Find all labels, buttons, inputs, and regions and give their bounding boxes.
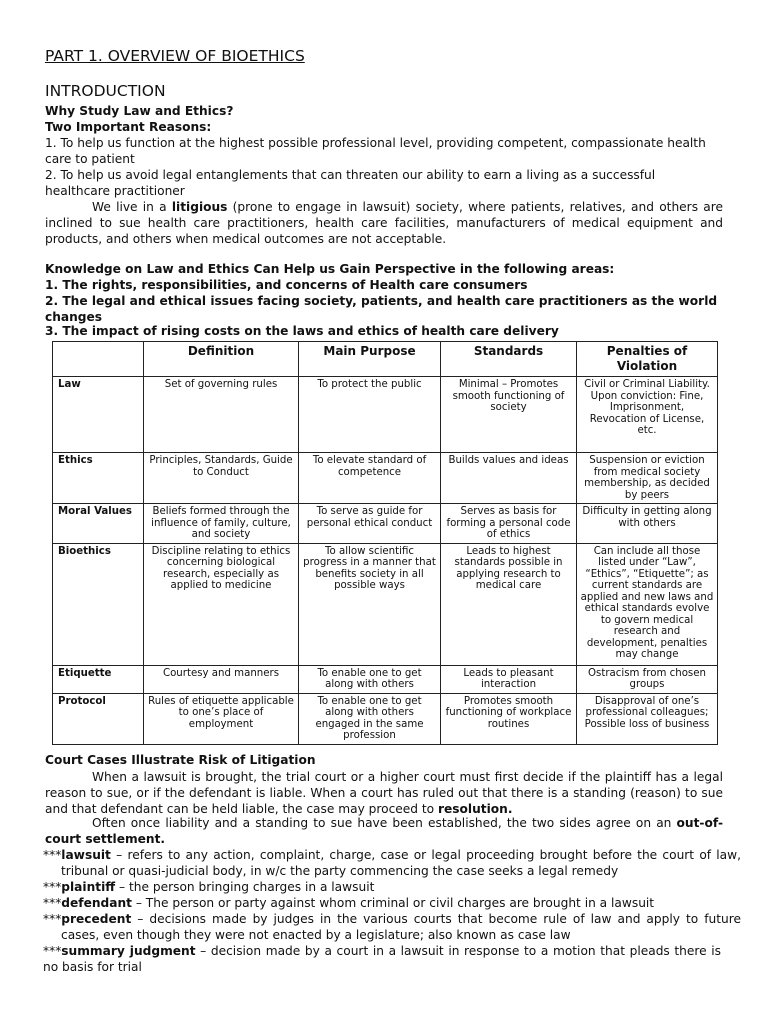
table-row [53,377,718,453]
def-text: – decision made by a court in a lawsuit in response to a motion that pleads there is no basis for trial [43,944,721,974]
header-penalties: Penalties of Violation [577,342,718,377]
definition-summary-judgment [43,943,721,975]
area-2: 2. The legal and ethical issues facing society, patients, and health care practitioners as the world changes [45,294,718,324]
cell-purpose: To enable one to get along with others [299,665,441,693]
cell-standards: Leads to highest standards possible in applying research to medical care [441,543,577,665]
def-term: summary judgment [61,944,196,958]
cell-definition: Principles, Standards, Guide to Conduct [144,453,299,504]
knowledge-title: Knowledge on Law and Ethics Can Help us Gain Perspective in the following areas: [45,262,615,276]
def-term: plaintiff [61,880,116,894]
cell-standards: Minimal – Promotes smooth functioning of society [441,377,577,453]
table-header-row [53,342,718,377]
header-corner [53,342,144,377]
cell-definition: Beliefs formed through the influence of family, culture, and society [144,504,299,544]
cell-purpose: To serve as guide for personal ethical conduct [299,504,441,544]
reason-1-line-2: care to patient [45,152,135,166]
cell-definition: Discipline relating to ethics concerning biological research, especially as applied to medicine [144,543,299,665]
reason-2-line-2: healthcare practitioner [45,184,185,198]
reason-2-line-1: 2. To help us avoid legal entanglements that can threaten our ability to earn a living as a successful [45,168,656,182]
def-stars: *** [43,880,62,894]
cell-penalties: Ostracism from chosen groups [577,665,718,693]
def-text: – refers to any action, complaint, charge, case or legal proceeding brought before the court of law, tribunal or quasi-judicial body, in w/c the party commencing the case seeks a legal remedy [61,848,741,878]
court-p2-text: Often once liability and a standing to sue have been established, the two sides agree on an [92,816,677,830]
table-row [53,504,718,544]
litigious-term: litigious [171,200,228,214]
row-term: Law [53,377,144,453]
page-heading: PART 1. OVERVIEW OF BIOETHICS [45,47,305,65]
header-standards: Standards [441,342,577,377]
row-term: Ethics [53,453,144,504]
cell-penalties: Can include all those listed under “Law”, “Ethics”, “Etiquette”; as current standards are applied and new laws and ethical standards evolve to govern medical research and development, penalties may change [577,543,718,665]
row-term: Moral Values [53,504,144,544]
table-row [53,693,718,744]
area-1: 1. The rights, responsibilities, and concerns of Health care consumers [45,278,528,292]
reasons-title: Two Important Reasons: [45,120,212,134]
header-main-purpose: Main Purpose [299,342,441,377]
definition-precedent [43,911,741,943]
def-stars: *** [43,944,62,958]
def-text: – the person bringing charges in a lawsuit [115,880,375,894]
cell-purpose: To elevate standard of competence [299,453,441,504]
def-term: defendant [61,896,132,910]
cell-definition: Rules of etiquette applicable to one’s place of employment [144,693,299,744]
cell-penalties: Suspension or eviction from medical society membership, as decided by peers [577,453,718,504]
def-text: – The person or party against whom criminal or civil charges are brought in a lawsuit [131,896,655,910]
litigious-post: (prone to engage in lawsuit) society, where patients, relatives, and others are inclined to sue health care practitioners, health care facilities, manufacturers of medical equipment and products, and others when medical outcomes are not acceptable. [45,200,723,246]
court-p1-term: resolution. [438,802,513,816]
definition-defendant [43,895,741,911]
table-row [53,453,718,504]
def-term: lawsuit [61,848,111,862]
def-term: precedent [61,912,132,926]
table-row [53,665,718,693]
court-paragraph-1 [45,769,723,817]
court-p2-term: out-of-court settlement. [45,816,723,846]
def-stars: *** [43,912,62,926]
reason-1-line-1: 1. To help us function at the highest possible professional level, providing competent, compassionate health [45,136,706,150]
section-title: INTRODUCTION [45,82,166,100]
cell-purpose: To protect the public [299,377,441,453]
cell-definition: Courtesy and manners [144,665,299,693]
cell-definition: Set of governing rules [144,377,299,453]
litigious-pre: We live in a [92,200,172,214]
table-row [53,543,718,665]
row-term: Bioethics [53,543,144,665]
row-term: Protocol [53,693,144,744]
area-3: 3. The impact of rising costs on the laws and ethics of health care delivery [45,324,559,338]
cell-standards: Serves as basis for forming a personal code of ethics [441,504,577,544]
why-title: Why Study Law and Ethics? [45,104,234,118]
cell-purpose: To allow scientific progress in a manner that benefits society in all possible ways [299,543,441,665]
cell-purpose: To enable one to get along with others engaged in the same profession [299,693,441,744]
cell-standards: Leads to pleasant interaction [441,665,577,693]
cell-penalties: Civil or Criminal Liability. Upon conviction: Fine, Imprisonment, Revocation of License, etc. [577,377,718,453]
def-stars: *** [43,896,62,910]
header-definition: Definition [144,342,299,377]
court-p1-text: When a lawsuit is brought, the trial court or a higher court must first decide if the plaintiff has a legal reason to sue, or if the defendant is liable. When a court has ruled out that there is a standing (reason) to sue and that defendant can be held liable, the case may proceed to [45,770,723,816]
litigious-paragraph [45,199,723,247]
definition-lawsuit [43,847,741,879]
cell-penalties: Difficulty in getting along with others [577,504,718,544]
court-paragraph-2 [45,815,723,847]
def-stars: *** [43,848,62,862]
row-term: Etiquette [53,665,144,693]
court-title: Court Cases Illustrate Risk of Litigation [45,753,316,767]
cell-standards: Builds values and ideas [441,453,577,504]
comparison-table [52,341,718,745]
def-text: – decisions made by judges in the various courts that become rule of law and apply to future cases, even though they were not enacted by a legislature; also known as case law [61,912,741,942]
cell-penalties: Disapproval of one’s professional colleagues; Possible loss of business [577,693,718,744]
cell-standards: Promotes smooth functioning of workplace routines [441,693,577,744]
definition-plaintiff [43,879,741,895]
